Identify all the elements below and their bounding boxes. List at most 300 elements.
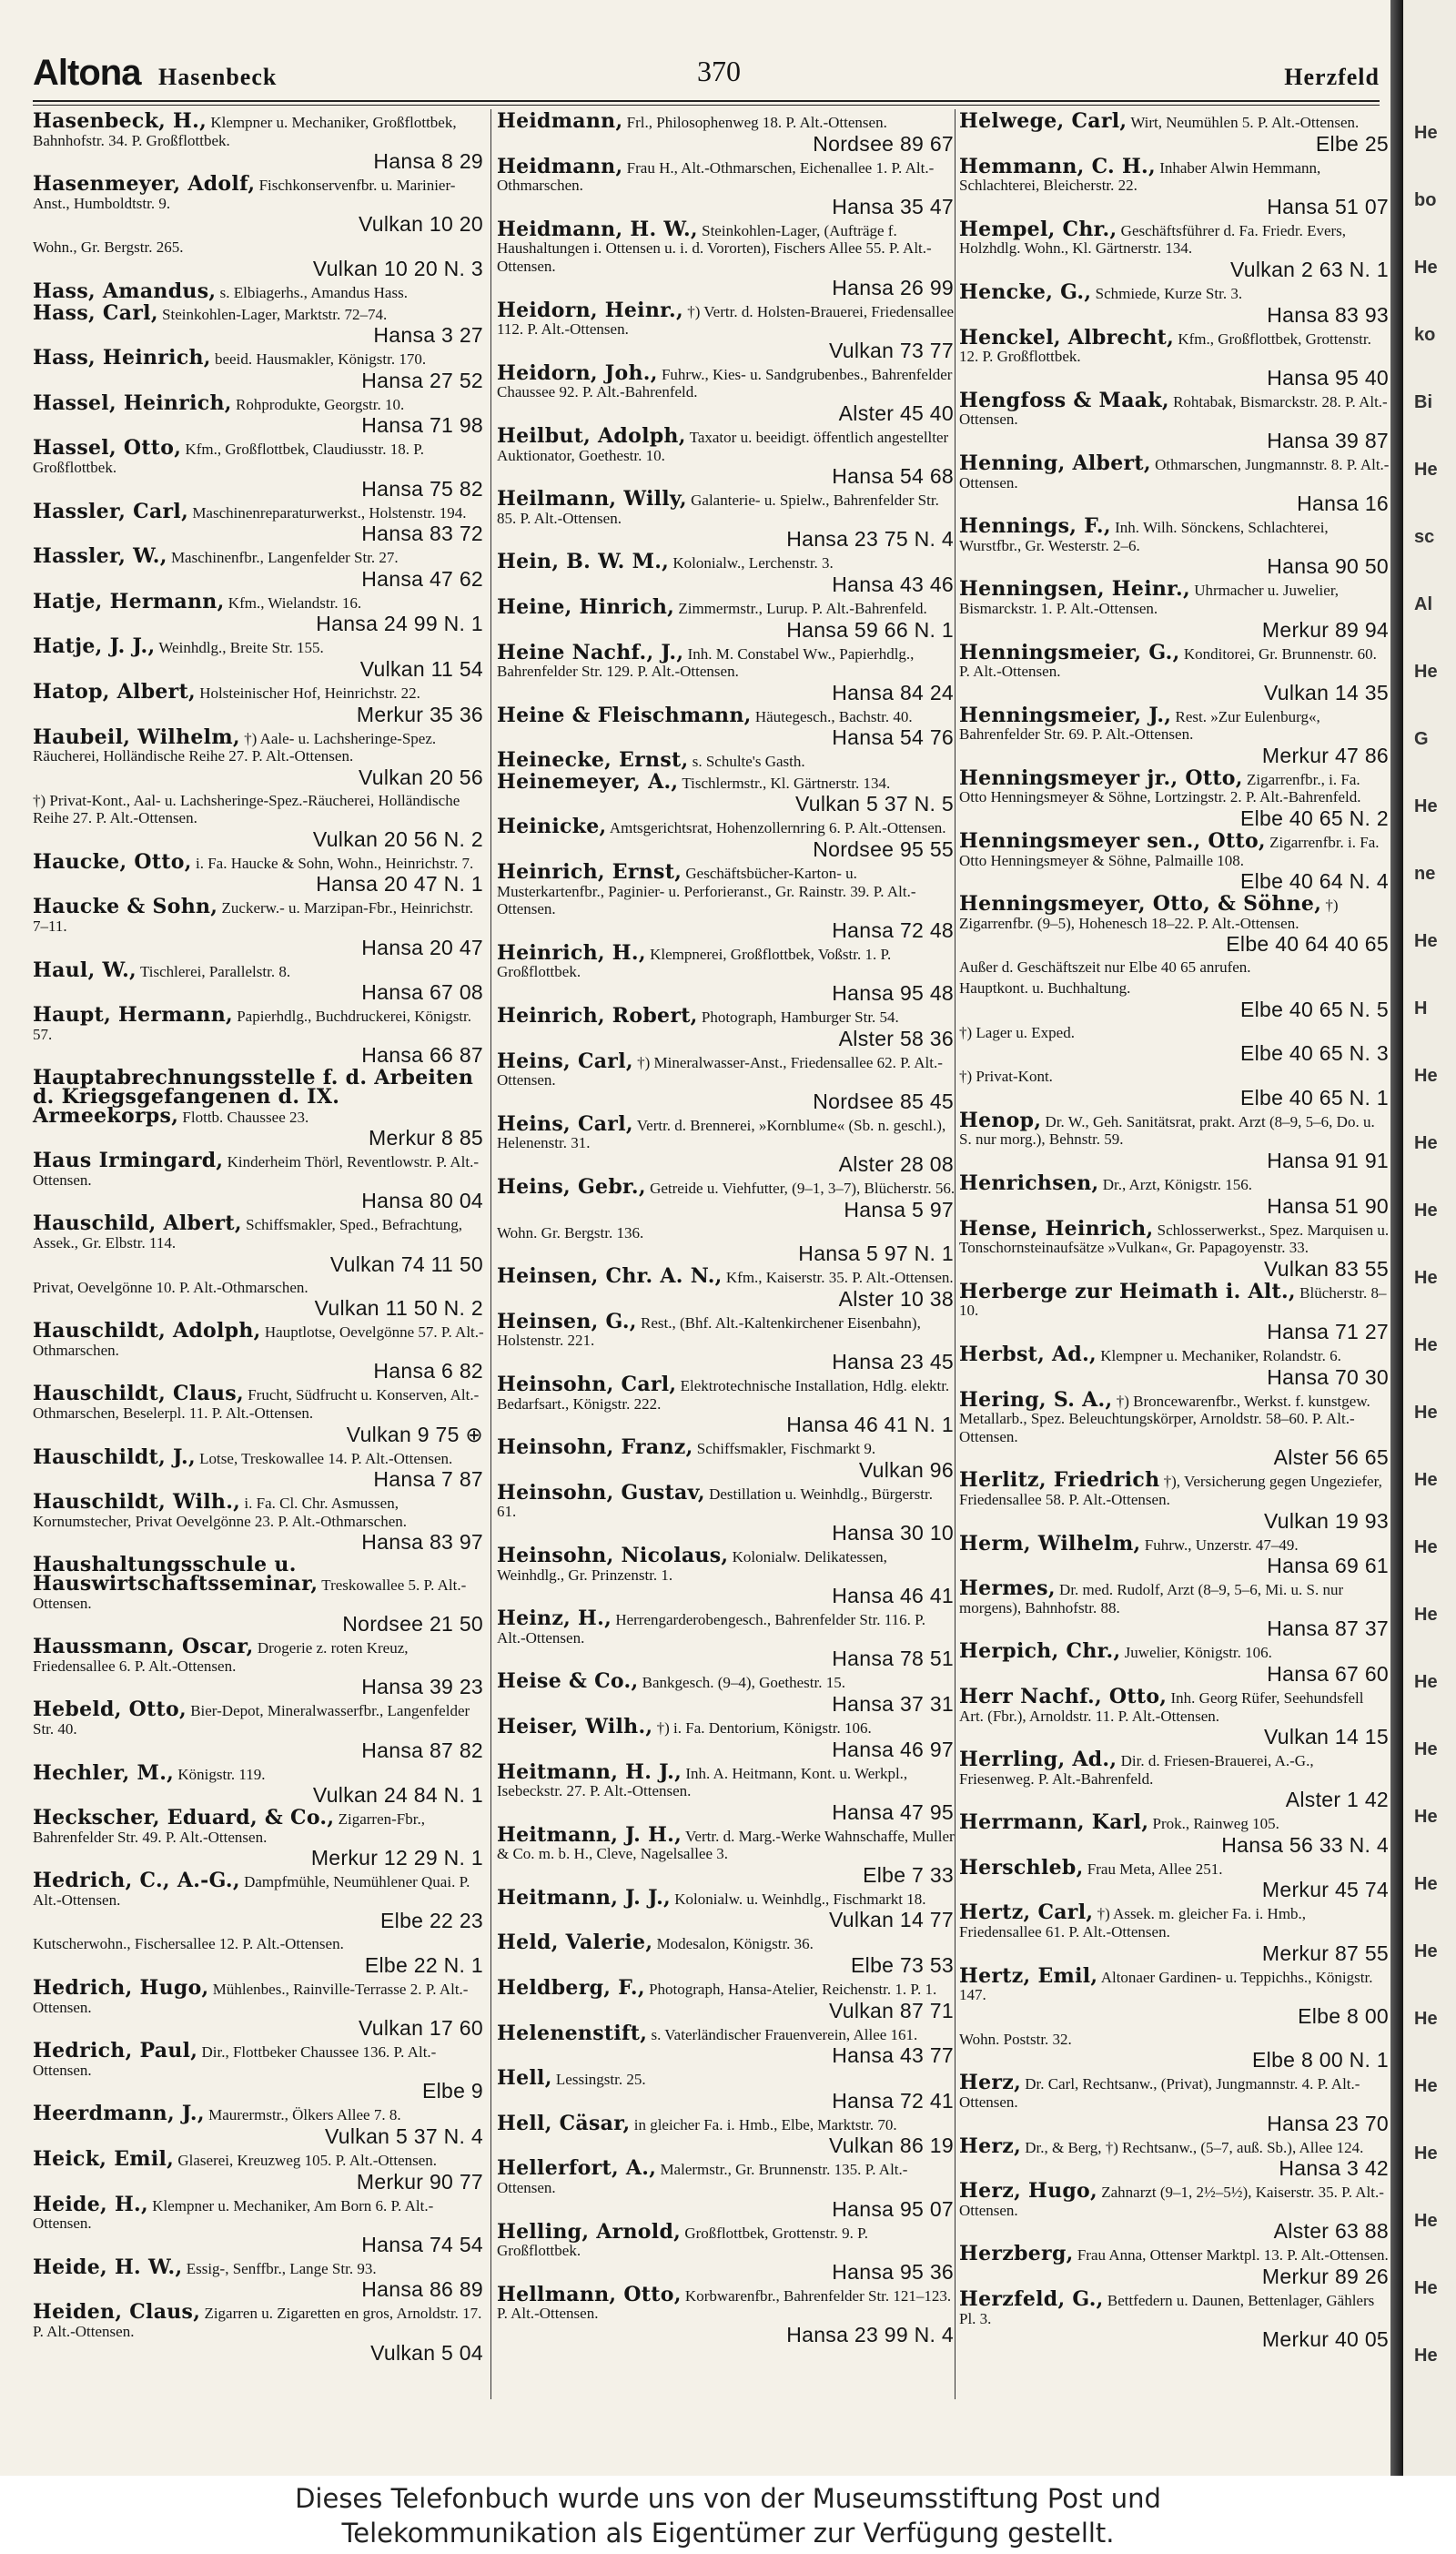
entry-details: Konditorei, Gr. Brunnenstr. 60. P. Alt.-Ottensen. <box>959 644 1377 681</box>
directory-entry <box>497 1435 956 1482</box>
entry-name: Heide, H., <box>33 2192 148 2216</box>
entry-phone: Hansa 37 31 <box>832 1691 954 1716</box>
entry-name: Heitmann, H. J., <box>497 1759 682 1784</box>
entry-name: Heiser, Wilh., <box>497 1714 653 1738</box>
directory-entry <box>959 1387 1390 1470</box>
directory-entry <box>959 2031 1390 2073</box>
entry-details: Rohtabak, Bismarckstr. 28. P. Alt.-Ottensen. <box>959 392 1388 429</box>
entry-details: i. Fa. Haucke & Sohn, Wohn., Heinrichstr. 7. <box>195 854 474 872</box>
entry-name: Hell, Cäsar, <box>497 2111 631 2135</box>
entry-name: Herrling, Ad., <box>959 1748 1117 1772</box>
entry-phone: Hansa 72 48 <box>832 917 954 942</box>
directory-entry <box>33 238 485 280</box>
entry-name: Haussmann, Oscar, <box>33 1635 254 1659</box>
entry-phone: Hansa 27 52 <box>361 368 483 392</box>
entry-phone: Alster 63 88 <box>1273 2219 1389 2244</box>
entry-phone: Elbe 9 <box>421 2079 483 2103</box>
entry-phone: Alster 45 40 <box>838 400 954 425</box>
entry-details: †) Aale- u. Lachsheringe-Spez. Räucherei, Holländische Reihe 27. P. Alt.-Ottensen. <box>33 729 437 765</box>
adjacent-page-fragment: Al <box>1414 594 1432 614</box>
entry-phone: Hansa 91 91 <box>1267 1149 1389 1172</box>
entry-name: Heidorn, Heinr., <box>497 298 683 322</box>
directory-entry <box>33 792 485 851</box>
entry-phone: Vulkan 2 63 N. 1 <box>1230 257 1389 281</box>
entry-name: Heinsohn, Gustav, <box>497 1480 705 1505</box>
entry-details: Klempner u. Mechaniker, Am Born 6. P. Alt.-Ottensen. <box>33 2196 434 2233</box>
directory-entry <box>959 1216 1390 1281</box>
entry-details: Fuhrw., Unzerstr. 47–49. <box>1144 1535 1299 1554</box>
entry-details: Schiffsmakler, Sped., Befrachtung, Assek., Gr. Elbstr. 114. <box>33 1216 463 1252</box>
entry-phone: Hansa 47 95 <box>832 1799 954 1824</box>
directory-entry <box>497 487 956 552</box>
entry-name: Herzberg, <box>959 2242 1074 2266</box>
entry-name: Heine & Fleischmann, <box>497 703 752 727</box>
entry-name: Hellerfort, A., <box>497 2156 657 2181</box>
entry-name: Heine, Hinrich, <box>497 594 675 619</box>
directory-entry <box>33 2039 485 2103</box>
entry-name: Hencke, G., <box>959 279 1092 304</box>
entry-phone: Hansa 59 66 N. 1 <box>786 617 954 642</box>
adjacent-page-fragment: H <box>1414 998 1428 1019</box>
directory-entry <box>33 346 485 392</box>
entry-details: Hauptlotse, Oevelgönne 57. P. Alt.-Othmarschen. <box>33 1323 484 1359</box>
entry-name: Herz, Hugo, <box>959 2179 1097 2204</box>
entry-name: Herr Nachf., Otto, <box>959 1684 1168 1708</box>
directory-entry <box>959 892 1390 957</box>
entry-name: Haucke & Sohn, <box>33 895 218 919</box>
entry-details: Kolonialw. u. Weinhdlg., Fischmarkt 18. <box>674 1890 926 1908</box>
directory-entry <box>497 1049 956 1113</box>
directory-entry <box>33 725 485 789</box>
entry-name: Hassler, Carl, <box>33 499 189 523</box>
entry-phone: Vulkan 5 04 <box>370 2340 483 2365</box>
entry-details: Hauptkont. u. Buchhaltung. <box>959 979 1131 998</box>
entry-details: Uhrmacher u. Juwelier, Bismarckstr. 1. P. Alt.-Ottensen. <box>959 582 1340 617</box>
directory-entry <box>497 2021 956 2068</box>
column-1 <box>33 109 485 2367</box>
entry-phone: Vulkan 14 15 <box>1263 1725 1389 1749</box>
directory-entry <box>959 1468 1390 1533</box>
directory-entry <box>959 577 1390 642</box>
entry-name: Heinsohn, Carl, <box>497 1372 677 1396</box>
entry-phone: Hansa 86 89 <box>361 2277 483 2302</box>
entry-phone: Elbe 8 00 N. 1 <box>1252 2048 1389 2073</box>
entry-details: Dr. med. Rudolf, Arzt (8–9, 5–6, Mi. u. S. nur morgens), Bahnhofstr. 88. <box>959 1581 1344 1617</box>
directory-entry <box>959 1531 1390 1578</box>
directory-entry <box>497 2156 956 2221</box>
entry-name: Heinsen, Chr. A. N., <box>497 1264 723 1289</box>
entry-details: Wohn. Gr. Bergstr. 136. <box>497 1223 644 1242</box>
adjacent-page-fragment: He <box>1414 1807 1438 1827</box>
directory-entry <box>33 1382 485 1446</box>
entry-phone: Nordsee 95 55 <box>813 837 954 862</box>
entry-details: Inhaber Alwin Hemmann, Schlachterei, Bleicherstr. 22. <box>959 158 1321 195</box>
entry-name: Herschleb, <box>959 1855 1084 1880</box>
directory-entry <box>33 589 485 636</box>
entry-name: Hein, B. W. M., <box>497 550 670 574</box>
entry-details: Fuhrw., Kies- u. Sandgrubenbes., Bahrenfelder Chaussee 92. P. Alt.-Bahrenfeld. <box>497 365 953 401</box>
directory-entry <box>33 1698 485 1762</box>
directory-entry <box>959 1900 1390 1965</box>
entry-name: Hasenbeck, H., <box>33 109 207 133</box>
directory-entry <box>959 1748 1390 1812</box>
entry-name: Hasenmeyer, Adolf, <box>33 172 256 197</box>
entry-name: Hedrich, C., A.-G., <box>33 1869 240 1893</box>
directory-entry <box>33 849 485 897</box>
directory-entry <box>959 979 1390 1021</box>
entry-details: Lotse, Treskowallee 14. P. Alt.-Ottensen. <box>199 1449 453 1467</box>
directory-entry <box>497 423 956 489</box>
directory-entry <box>33 2192 485 2256</box>
entry-name: Hertz, Carl, <box>959 1900 1094 1925</box>
directory-entry <box>497 2111 956 2158</box>
directory-entry <box>33 1635 485 1699</box>
entry-phone: Elbe 22 23 <box>380 1909 483 1933</box>
entry-name: Hengfoss & Maak, <box>959 388 1169 412</box>
entry-name: Henningsmeier, J., <box>959 703 1172 727</box>
entry-name: Heins, Gebr., <box>497 1175 646 1199</box>
directory-entry <box>497 217 956 299</box>
directory-entry <box>33 436 485 501</box>
entry-phone: Hansa 5 97 N. 1 <box>798 1242 954 1266</box>
adjacent-page-fragment: He <box>1414 460 1438 480</box>
entry-phone: Hansa 47 62 <box>361 566 483 591</box>
entry-phone: Hansa 20 47 <box>361 935 483 959</box>
entry-details: Wohn. Poststr. 32. <box>959 2030 1072 2048</box>
adjacent-page-fragment: He <box>1414 1403 1438 1423</box>
entry-details: Galanterie- u. Spielw., Bahrenfelder Str. 85. P. Alt.-Ottensen. <box>497 492 939 527</box>
entry-phone: Elbe 40 64 40 65 <box>1226 932 1389 957</box>
entry-name: Heinemeyer, A., <box>497 769 679 794</box>
page-header <box>33 46 1380 96</box>
entry-phone: Merkur 35 36 <box>356 702 483 726</box>
adjacent-page-fragment: He <box>1414 1470 1438 1490</box>
directory-entry <box>959 154 1390 218</box>
entry-name: Heinsohn, Nicolaus, <box>497 1543 729 1567</box>
entry-phone: Hansa 95 48 <box>832 981 954 1006</box>
directory-entry <box>959 388 1390 452</box>
directory-entry <box>497 1480 956 1545</box>
entry-details: Altonaer Gardinen- u. Teppichhs., Königstr. 147. <box>959 1968 1373 2004</box>
directory-entry <box>33 279 485 303</box>
entry-details: Frucht, Südfrucht u. Konserven, Alt.-Othmarschen, Beselerpl. 11. P. Alt.-Ottensen. <box>33 1386 480 1422</box>
entry-details: Inh. Georg Rüfer, Seehundsfell Art. (Fbr.), Arnoldstr. 11. P. Alt.-Ottensen. <box>959 1688 1364 1725</box>
entry-phone: Vulkan 11 50 N. 2 <box>314 1296 483 1321</box>
entry-name: Heiden, Claus, <box>33 2300 201 2325</box>
entry-details: †) i. Fa. Dentorium, Königstr. 106. <box>656 1718 872 1737</box>
entry-phone: Vulkan 10 20 N. 3 <box>312 256 483 280</box>
entry-phone: Hansa 51 90 <box>1267 1193 1389 1218</box>
entry-name: Hempel, Chr., <box>959 217 1117 241</box>
entry-phone: Hansa 54 76 <box>832 725 954 750</box>
entry-details: Zigarrenfbr. i. Fa. Otto Henningsmeyer & Söhne, Palmaille 108. <box>959 834 1380 869</box>
directory-entry <box>33 1003 485 1068</box>
entry-name: Heerdmann, J., <box>33 2102 205 2126</box>
directory-entry <box>959 1810 1390 1857</box>
footer-notice <box>0 2476 1456 2554</box>
directory-entry <box>497 109 956 156</box>
entry-phone: Elbe 7 33 <box>863 1862 954 1887</box>
entry-phone: Vulkan 19 93 <box>1263 1508 1389 1533</box>
entry-name: Heidmann, <box>497 154 623 178</box>
entry-phone: Alster 1 42 <box>1285 1788 1389 1812</box>
directory-entry <box>497 154 956 218</box>
adjacent-page-fragment: G <box>1414 729 1429 749</box>
entry-details: Dr. Carl, Rechtsanw., (Privat), Jungmannstr. 4. P. Alt.-Ottensen. <box>959 2075 1360 2112</box>
entry-details: Klempner u. Mechaniker, Rolandstr. 6. <box>1100 1346 1341 1364</box>
entry-details: Kolonialw., Lerchenstr. 3. <box>672 554 834 573</box>
entry-name: Herbst, Ad., <box>959 1342 1097 1366</box>
entry-phone: Hansa 66 87 <box>361 1043 483 1068</box>
directory-entry <box>959 1963 1390 2028</box>
entry-details: Häutegesch., Bachstr. 40. <box>754 707 913 725</box>
header-city: Altona <box>33 53 141 93</box>
entry-details: Inh. Wilh. Sönckens, Schlachterei, Wurstfbr., Gr. Westerstr. 2–6. <box>959 519 1329 554</box>
entry-phone: Hansa 24 99 N. 1 <box>316 612 483 636</box>
page-number: 370 <box>697 55 741 87</box>
directory-entry <box>497 594 956 642</box>
directory-entry <box>497 1004 956 1050</box>
entry-phone: Merkur 40 05 <box>1261 2327 1389 2352</box>
entry-phone: Vulkan 5 37 N. 5 <box>795 792 954 816</box>
entry-phone: Hansa 80 04 <box>361 1189 483 1213</box>
entry-name: Herzfeld, G., <box>959 2287 1104 2311</box>
entry-details: Holsteinischer Hof, Heinrichstr. 22. <box>199 684 420 702</box>
directory-entry <box>497 1759 956 1824</box>
directory-entry <box>497 940 956 1006</box>
entry-name: Hatje, Hermann, <box>33 589 225 613</box>
entry-name: Held, Valerie, <box>497 1931 653 1955</box>
entry-name: Hass, Carl, <box>33 300 158 325</box>
directory-entry <box>959 1024 1390 1066</box>
column-divider <box>490 109 491 2399</box>
directory-entry <box>33 958 485 1005</box>
entry-phone: Hansa 54 68 <box>832 464 954 489</box>
footer-line-2: Telekommunikation als Eigentümer zur Verfügung gestellt. <box>341 2518 1115 2549</box>
directory-entry <box>497 1822 956 1887</box>
entry-name: Hertz, Emil, <box>959 1963 1098 1988</box>
entry-phone: Hansa 46 41 <box>832 1584 954 1608</box>
entry-phone: Elbe 8 00 <box>1298 2003 1389 2028</box>
entry-name: Hatop, Albert, <box>33 679 196 704</box>
entry-details: Tischlerei, Parallelstr. 8. <box>139 962 291 980</box>
entry-details: Zimmermstr., Lurup. P. Alt.-Bahrenfeld. <box>678 599 927 617</box>
entry-details: Privat, Oevelgönne 10. P. Alt.-Othmarschen. <box>33 1278 308 1296</box>
entry-details: Schmiede, Kurze Str. 3. <box>1095 284 1243 302</box>
entry-name: Hebeld, Otto, <box>33 1698 187 1722</box>
adjacent-page-strip <box>1403 0 1456 2476</box>
entry-details: Inh. M. Constabel Ww., Papierhdlg., Bahrenfelder Str. 129. P. Alt.-Ottensen. <box>497 644 915 681</box>
adjacent-page-fragment: He <box>1414 1268 1438 1288</box>
entry-name: Heinsen, G., <box>497 1309 637 1333</box>
entry-details: Taxator u. beeidigt. öffentlich angestellter Auktionator, Goethestr. 10. <box>497 428 949 464</box>
entry-details: Photograph, Hamburger Str. 54. <box>701 1008 899 1027</box>
entry-details: i. Fa. Cl. Chr. Asmussen, Kornumstecher, Privat Oevelgönne 23. P. Alt.-Othmarschen. <box>33 1495 408 1530</box>
entry-details: Fischkonservenfbr. u. Marinier-Anst., Humboldtstr. 9. <box>33 177 456 212</box>
entry-details: Frl., Philosophenweg 18. P. Alt.-Ottensen. <box>626 114 887 131</box>
entry-phone: Hansa 67 08 <box>361 980 483 1005</box>
entry-details: Frau H., Alt.-Othmarschen, Eichenallee 1. P. Alt.-Othmarschen. <box>497 158 935 195</box>
entry-phone: Alster 58 36 <box>838 1026 954 1050</box>
entry-details: †) Assek. m. gleicher Fa. i. Hmb., Friedensallee 61. P. Alt.-Ottensen. <box>959 1905 1307 1941</box>
adjacent-page-fragment: Bi <box>1414 392 1432 412</box>
entry-phone: Hansa 43 77 <box>832 2043 954 2068</box>
entry-phone: Hansa 69 61 <box>1267 1554 1389 1578</box>
entry-details: Frau Meta, Allee 251. <box>1087 1860 1223 1878</box>
entry-details: Juwelier, Königstr. 106. <box>1124 1644 1272 1662</box>
entry-name: Hennings, F., <box>959 514 1111 539</box>
entry-name: Haushaltungsschule u. Hauswirtschaftsseminar, <box>33 1553 318 1596</box>
adjacent-page-fragment: He <box>1414 2211 1438 2231</box>
entry-phone: Elbe 40 65 N. 5 <box>1239 997 1389 1021</box>
directory-entry <box>497 1264 956 1311</box>
entry-name: Henop, <box>959 1108 1042 1132</box>
entry-phone: Hansa 87 82 <box>361 1738 483 1762</box>
entry-details: †) Vertr. d. Holsten-Brauerei, Friedensallee 112. P. Alt.-Ottensen. <box>497 302 955 339</box>
directory-entry <box>497 2219 956 2284</box>
entry-phone: Merkur 45 74 <box>1261 1878 1389 1902</box>
adjacent-page-fragment: He <box>1414 1537 1438 1557</box>
entry-details: Dr. W., Geh. Sanitätsrat, prakt. Arzt (8–9, 5–6, Do. u. S. nur morg.), Behnstr. 59. <box>959 1112 1375 1149</box>
entry-details: Elektrotechnische Installation, Hdlg. elektr. Bedarfsart., Königstr. 222. <box>497 1376 950 1413</box>
adjacent-page-fragment: He <box>1414 1941 1438 1961</box>
entry-phone: Vulkan 14 35 <box>1263 680 1389 704</box>
directory-entry <box>497 815 956 862</box>
entry-details: Geschäftsführer d. Fa. Friedr. Evers, Holzhdlg. Wohn., Kl. Gärtnerstr. 134. <box>959 221 1347 258</box>
directory-entry <box>33 499 485 546</box>
entry-name: Herz, <box>959 2133 1022 2158</box>
entry-details: Klempnerei, Großflottbek, Voßstr. 1. P. Großflottbek. <box>497 945 892 981</box>
entry-details: Wirt, Neumühlen 5. P. Alt.-Ottensen. <box>1130 114 1360 131</box>
directory-entry <box>497 640 956 704</box>
entry-name: Herrmann, Karl, <box>959 1810 1149 1835</box>
entry-phone: Hansa 51 07 <box>1267 194 1389 218</box>
adjacent-page-fragment: He <box>1414 1605 1438 1625</box>
entry-details: Getreide u. Viehfutter, (9–1, 3–7), Blücherstr. 56. <box>650 1180 956 1197</box>
entry-name: Heise & Co., <box>497 1669 639 1694</box>
entry-details: Treskowallee 5. P. Alt.-Ottensen. <box>33 1576 467 1612</box>
entry-name: Hell, <box>497 2066 552 2091</box>
entry-details: Kinderheim Thörl, Reventlowstr. P. Alt.-Ottensen. <box>33 1153 480 1189</box>
adjacent-page-fragment: He <box>1414 2278 1438 2298</box>
directory-entry <box>959 2071 1390 2135</box>
entry-name: Heitmann, J. J., <box>497 1885 671 1910</box>
entry-details: Drogerie z. roten Kreuz, Friedensallee 6. P. Alt.-Ottensen. <box>33 1639 409 1675</box>
entry-name: Henningsmeyer, Otto, & Söhne, <box>959 892 1322 917</box>
entry-details: Steinkohlen-Lager, (Aufträge f. Haushaltungen i. Ottensen u. i. d. Vororten), Fischers Allee 55. P. Alt.-Ottensen. <box>497 221 932 275</box>
header-rule <box>33 100 1380 106</box>
entry-name: Heinsohn, Franz, <box>497 1435 693 1460</box>
entry-details: Maurermstr., Ölkers Allee 7. 8. <box>208 2106 401 2124</box>
entry-phone: Alster 10 38 <box>838 1286 954 1311</box>
directory-entry <box>959 1342 1390 1389</box>
entry-name: Helling, Arnold, <box>497 2219 682 2244</box>
directory-entry <box>959 958 1390 977</box>
entry-name: Heide, H. W., <box>33 2255 183 2279</box>
entry-name: Heinicke, <box>497 815 607 839</box>
directory-entry <box>33 2147 485 2194</box>
directory-entry <box>33 1319 485 1383</box>
entry-phone: Hansa 83 72 <box>361 522 483 546</box>
entry-details: Zigarren-Fbr., Bahrenfelder Str. 49. P. Alt.-Ottensen. <box>33 1810 425 1846</box>
directory-entry <box>959 2242 1390 2288</box>
directory-entry <box>33 2300 485 2365</box>
directory-entry <box>497 748 956 773</box>
directory-entry <box>33 1935 485 1977</box>
entry-name: Hassler, W., <box>33 544 167 569</box>
entry-details: Inh. A. Heitmann, Kont. u. Werkpl., Isebeckstr. 27. P. Alt.-Ottensen. <box>497 1764 908 1800</box>
adjacent-page-fragment: He <box>1414 2144 1438 2164</box>
directory-entry <box>959 1279 1390 1343</box>
entry-name: Hermes, <box>959 1576 1056 1601</box>
entry-phone: Hansa 23 75 N. 4 <box>786 527 954 552</box>
entry-phone: Hansa 84 24 <box>832 680 954 704</box>
entry-details: Kutscherwohn., Fischersallee 12. P. Alt.-Ottensen. <box>33 1935 344 1953</box>
directory-entry <box>497 1224 956 1266</box>
entry-phone: Elbe 40 65 N. 1 <box>1239 1085 1389 1110</box>
entry-name: Herlitz, Friedrich <box>959 1468 1160 1493</box>
directory-entry <box>497 550 956 596</box>
directory-entry <box>959 325 1390 390</box>
adjacent-page-fragment: He <box>1414 1335 1438 1355</box>
entry-details: Bier-Depot, Mineralwasserfbr., Langenfelder Str. 40. <box>33 1702 470 1738</box>
directory-entry <box>497 298 956 362</box>
header-first-entry: Hasenbeck <box>158 64 278 90</box>
adjacent-page-fragment: He <box>1414 2346 1438 2366</box>
entry-phone: Merkur 90 77 <box>356 2169 483 2194</box>
directory-entry <box>33 634 485 681</box>
entry-name: Hense, Heinrich, <box>959 1216 1154 1241</box>
directory-entry <box>959 109 1390 156</box>
entry-name: Hellmann, Otto, <box>497 2282 682 2306</box>
column-2 <box>497 109 956 2349</box>
entry-name: Hatje, J. J., <box>33 634 156 659</box>
adjacent-page-fragment: He <box>1414 1066 1438 1086</box>
entry-details: Zahnarzt (9–1, 2½–5½), Kaiserstr. 35. P. Alt.-Ottensen. <box>959 2184 1384 2219</box>
directory-entry <box>497 769 956 816</box>
entry-phone: Hansa 26 99 <box>832 275 954 299</box>
directory-entry <box>497 1714 956 1761</box>
entry-details: Herrengarderobengesch., Bahrenfelder Str. 116. P. Alt.-Ottensen. <box>497 1611 925 1647</box>
entry-name: Heins, Carl, <box>497 1111 633 1136</box>
entry-details: Lessingstr. 25. <box>555 2071 646 2089</box>
entry-details: Flottb. Chaussee 23. <box>182 1108 309 1126</box>
entry-name: Henningsmeyer jr., Otto, <box>959 765 1243 790</box>
entry-phone: Merkur 87 55 <box>1261 1941 1389 1965</box>
entry-phone: Merkur 12 29 N. 1 <box>310 1846 483 1870</box>
entry-details: Kfm., Großflottbek, Grottenstr. 12. P. Großflottbek. <box>959 329 1371 366</box>
entry-details: Blücherstr. 8–10. <box>959 1283 1387 1320</box>
directory-entry <box>33 2255 485 2302</box>
entry-phone: Vulkan 87 71 <box>828 1998 954 2022</box>
entry-details: Korbwarenfbr., Bahrenfelder Str. 121–123. P. Alt.-Ottensen. <box>497 2286 952 2323</box>
entry-name: Henningsmeyer sen., Otto, <box>959 829 1266 854</box>
directory-entry <box>33 1279 485 1321</box>
entry-name: Hassel, Otto, <box>33 436 182 461</box>
entry-details: †) Broncewarenfbr., Werkst. f. kunstgew. Metallarb., Spez. Beleuchtungskörper, Arnoldstr. 58–60. P. Alt.-Ottensen. <box>959 1392 1370 1445</box>
entry-details: Mühlenbes., Rainville-Terrasse 2. P. Alt.-Ottensen. <box>33 1981 469 2016</box>
adjacent-page-fragment: He <box>1414 1133 1438 1153</box>
entry-name: Heitmann, J. H., <box>497 1822 682 1847</box>
entry-details: Kfm., Wielandstr. 16. <box>228 593 362 612</box>
entry-phone: Merkur 47 86 <box>1261 743 1389 767</box>
entry-name: Heinrich, Robert, <box>497 1004 698 1029</box>
entry-details: Kfm., Kaiserstr. 35. P. Alt.-Ottensen. <box>725 1269 954 1287</box>
directory-entry <box>497 1543 956 1608</box>
entry-name: Heilbut, Adolph, <box>497 423 686 448</box>
directory-entry <box>497 1606 956 1671</box>
entry-phone: Hansa 71 27 <box>1267 1319 1389 1343</box>
